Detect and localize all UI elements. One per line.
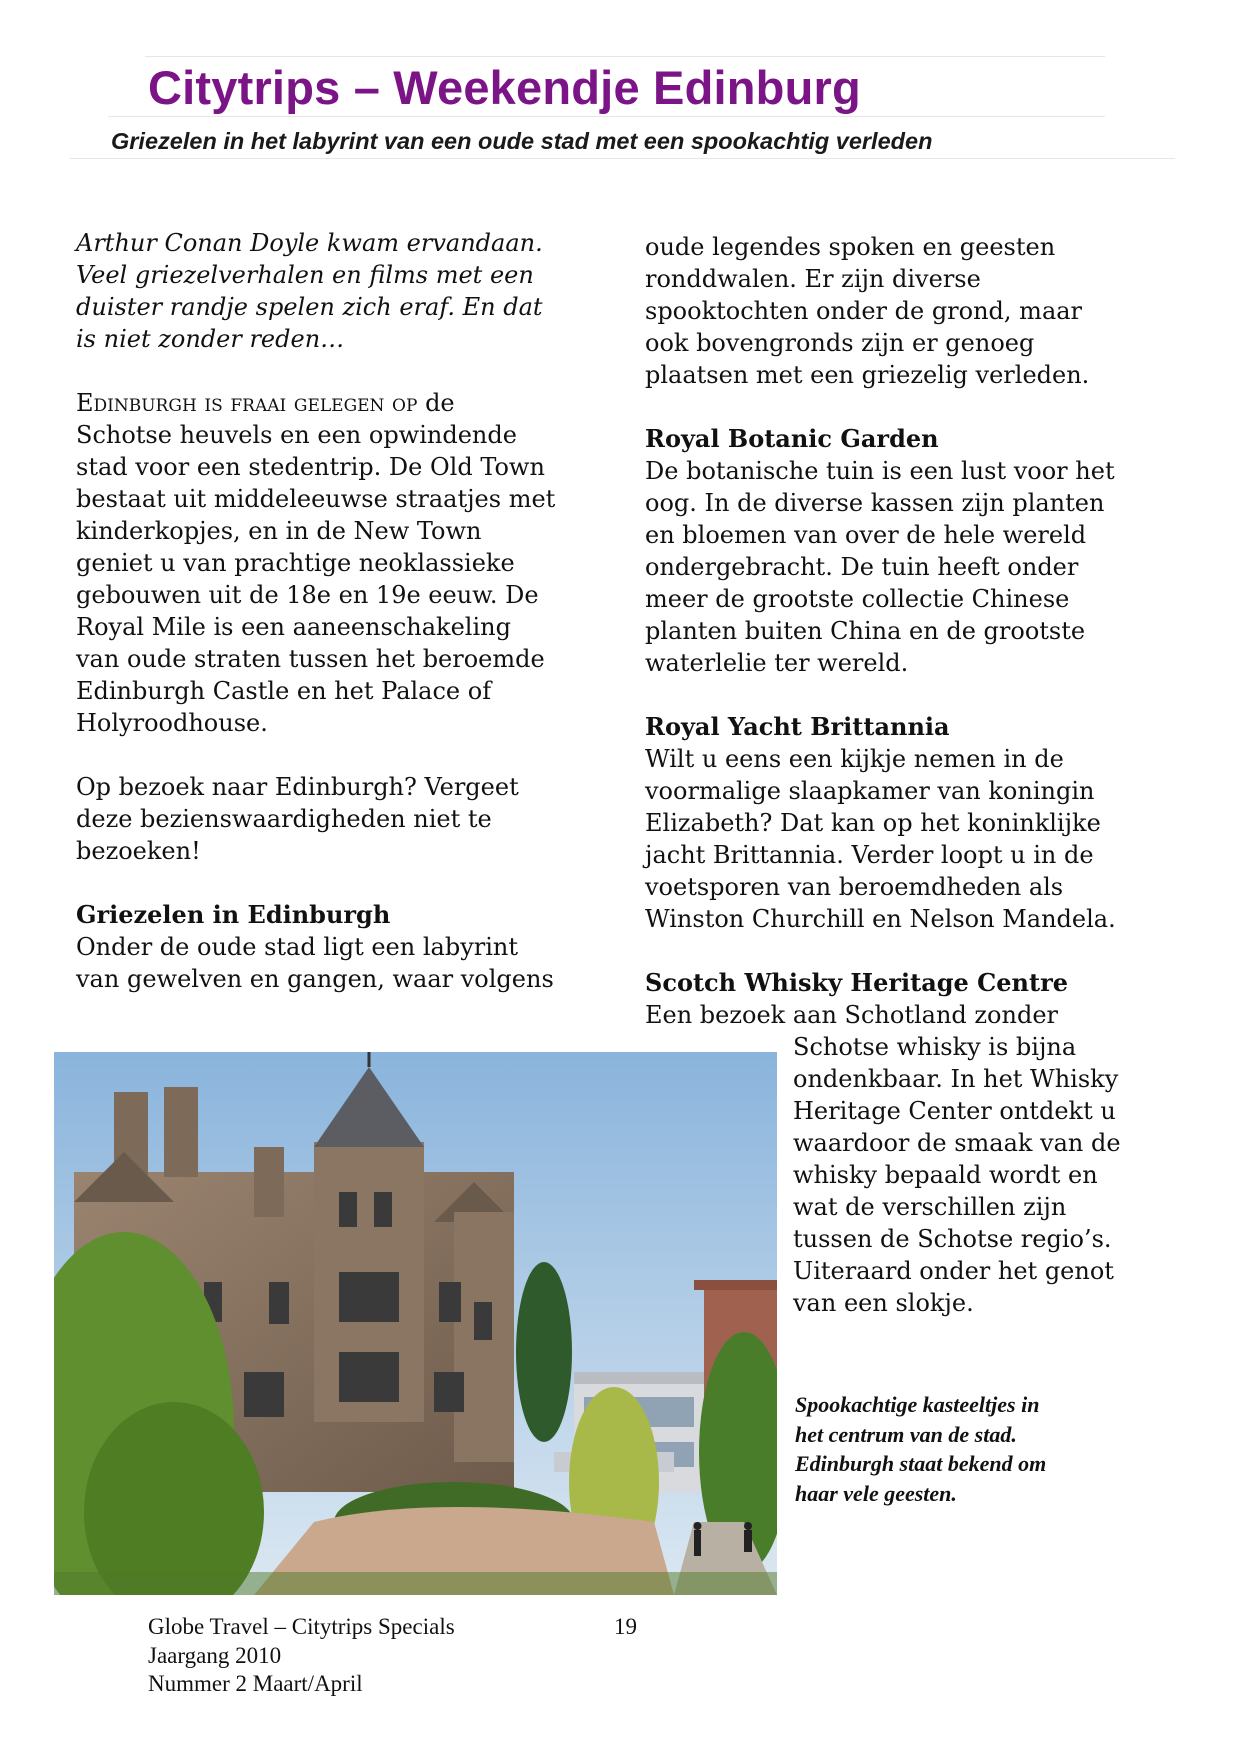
griezelen-paragraph-continued: oude legendes spoken en geesten ronddwalen. Er zijn diverse spooktochten onder de grond, maar ook bovengronds zijn er genoeg plaatsen met een griezelig verleden. xyxy=(645,233,1090,389)
griezelen-paragraph-start: Onder de oude stad ligt een labyrint van gewelven en gangen, waar volgens xyxy=(76,933,554,993)
intro-paragraph: Arthur Conan Doyle kwam ervandaan. Veel griezelverhalen en films met een duister randje spelen zich eraf. En dat is niet zonder reden… xyxy=(76,229,543,353)
footer-publication: Globe Travel – Citytrips Specials Jaargang 2010 Nummer 2 Maart/April xyxy=(148,1614,455,1696)
section-heading-yacht: Royal Yacht Brittannia xyxy=(645,712,950,741)
section-heading-griezelen: Griezelen in Edinburgh xyxy=(76,900,391,929)
header-rule-top xyxy=(145,56,1105,57)
page-subtitle: Griezelen in het labyrint van een oude stad met een spookachtig verleden xyxy=(111,128,933,154)
header-rule-middle xyxy=(108,116,1105,117)
page-title: Citytrips – Weekendje Edinburg xyxy=(148,61,861,114)
section-heading-botanic: Royal Botanic Garden xyxy=(645,424,939,453)
section-heading-whisky: Scotch Whisky Heritage Centre xyxy=(645,968,1068,997)
body-paragraph-visit: Op bezoek naar Edinburgh? Vergeet deze bezienswaardigheden niet te bezoeken! xyxy=(76,773,519,865)
right-column xyxy=(645,231,1215,1031)
whisky-paragraph-wrapped: Schotse whisky is bijna ondenkbaar. In het Whisky Heritage Center ontdekt u waardoor de smaak van de whisky bepaald wordt en wat de verschillen zijn tussen de Schotse regio’s. Uiteraard onder het genot van een slokje. xyxy=(793,1033,1121,1317)
header-rule-bottom xyxy=(70,158,1175,159)
whisky-paragraph-first-line: Een bezoek aan Schotland zonder xyxy=(645,1001,1059,1029)
page-number: 19 xyxy=(614,1614,637,1639)
photo-caption: Spookachtige kasteeltjes in het centrum van de stad. Edinburgh staat bekend om haar vele geesten. xyxy=(795,1392,1047,1506)
body-paragraph-edinburgh: Edinburgh is fraai gelegen op de Schotse heuvels en een opwindende stad voor een stedentrip. De Old Town bestaat uit middeleeuwse straatjes met kinderkopjes, en in de New Town geniet u van prachtige neoklassieke gebouwen uit de 18e en 19e eeuw. De Royal Mile is een aaneenschakeling van oude straten tussen het beroemde Edinburgh Castle en het Palace of Holyroodhouse. xyxy=(76,389,556,737)
left-column xyxy=(76,227,606,995)
botanic-paragraph: De botanische tuin is een lust voor het oog. In de diverse kassen zijn planten en bloemen van over de hele wereld ondergebracht. De tuin heeft onder meer de grootste collectie Chinese planten buiten China en de grootste waterlelie ter wereld. xyxy=(645,457,1115,677)
castle-photo xyxy=(54,1052,777,1595)
yacht-paragraph: Wilt u eens een kijkje nemen in de voormalige slaapkamer van koningin Elizabeth? Dat kan op het koninklijke jacht Brittannia. Verder loopt u in de voetsporen van beroemdheden als Winston Churchill en Nelson Mandela. xyxy=(645,745,1116,933)
lead-in-smallcaps: Edinburgh is fraai gelegen op xyxy=(76,389,418,417)
